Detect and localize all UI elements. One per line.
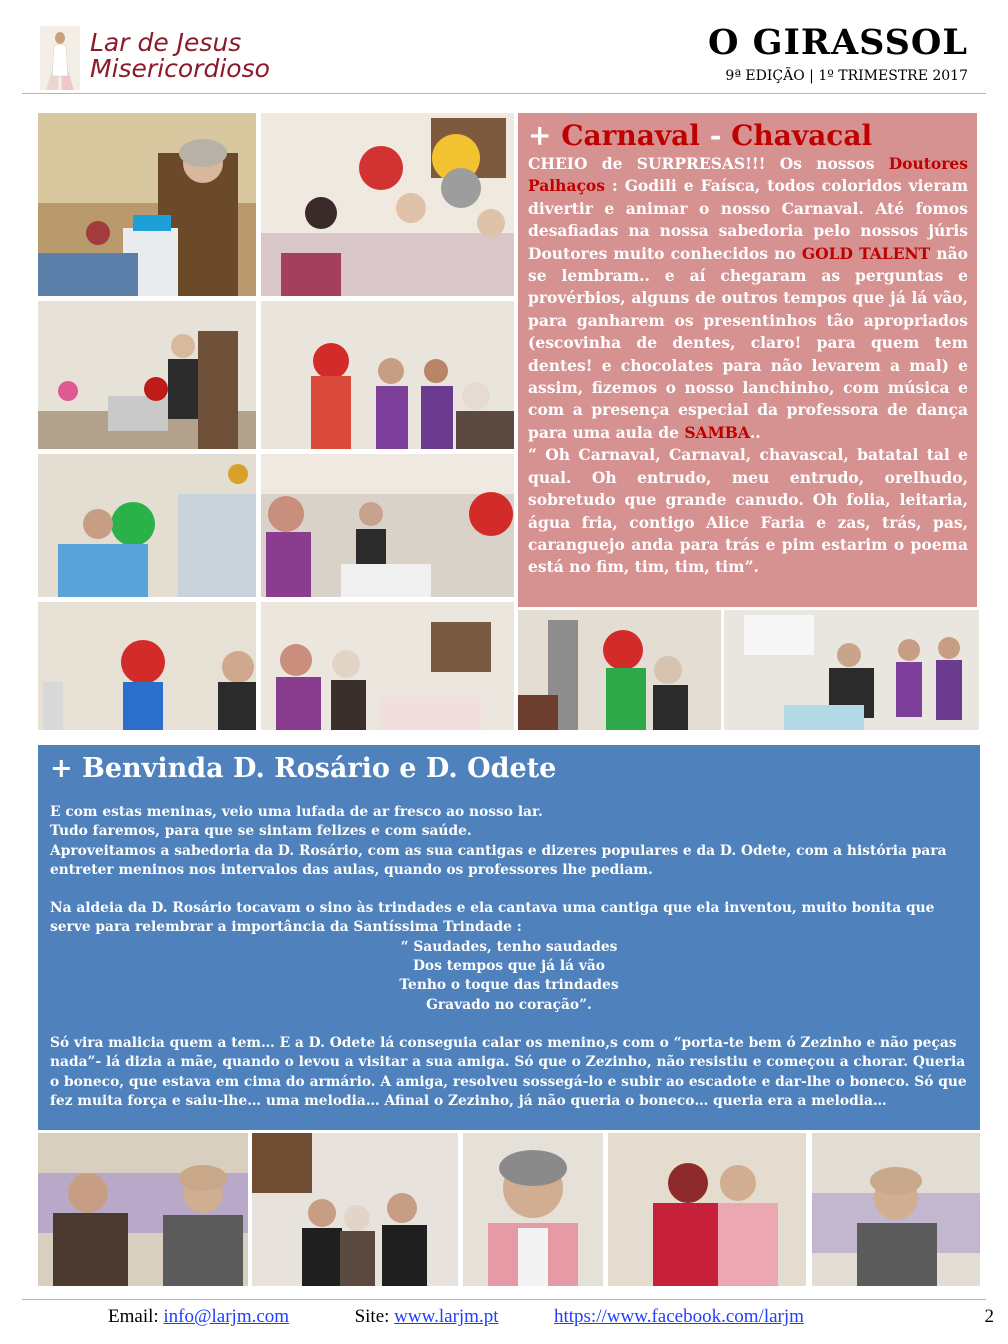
carnival-paragraph-1: [528, 153, 968, 444]
carnival-text-a: CHEIO de SURPRESAS!!! Os nossos: [528, 154, 889, 173]
carnival-heading-part2: Chavacal: [731, 119, 873, 152]
carnival-photo-9: [518, 610, 721, 730]
newsletter-title: O GIRASSOL: [707, 22, 968, 63]
carnival-photo-10: [724, 610, 979, 730]
welcome-body: [50, 803, 968, 1111]
highlight-doutores-palhacos: Doutores Palhaços: [528, 154, 968, 196]
carnival-article: [518, 113, 977, 607]
carnival-heading-dash: -: [699, 119, 732, 152]
carnival-photo-6: [261, 454, 514, 597]
carnival-paragraph-2: “ Oh Carnaval, Carnaval, chavascal, batatal tal e qual. Oh entrudo, meu entrudo, orelhudo, sobretudo que grande canudo. Oh folia, leitaria, água fria, contigo Alice Faria e zas, trás, pas, caranguejo anda para trás e pim estarim o poema está no fim, tim, tim, tim”.: [528, 445, 968, 577]
welcome-heading: + Benvinda D. Rosário e D. Odete: [50, 753, 557, 784]
welcome-photo-1: [38, 1133, 248, 1286]
welcome-line-3: Aproveitamos a sabedoria da D. Rosário, com as sua cantigas e dizeres populares e da D. Odete, com a história para entreter meninos nos intervalos das aulas, quando os professores lhe pediam.: [50, 842, 947, 878]
footer: [108, 1306, 804, 1328]
welcome-line-1: E com estas meninas, veio uma lufada de ar fresco ao nosso lar.: [50, 804, 543, 820]
carnival-photo-1: [38, 113, 256, 296]
welcome-paragraph-3: Só vira malicia quem a tem… E a D. Odete lá conseguia calar os menino,s com o “porta-te bem ó Zezinho e não peças nada”- lá dizia a mãe, quando o levou a visitar a sua amiga. Só que o Zezinho, não resistiu e começou a chorar. Queria o boneco, que estava em cima do armário. A amiga, resolveu sossegá-lo e subir ao escadote e dar-lhe o boneco. Só que fez muita força e saiu-lhe… uma melodia… Afinal o Zezinho, já não queria o boneco… queria era a melodia…: [50, 1034, 967, 1109]
site-link[interactable]: www.larjm.pt: [394, 1306, 499, 1327]
welcome-photo-2: [252, 1133, 458, 1286]
page-number: 2: [984, 1306, 994, 1327]
edition-line: 9ª EDIÇÃO | 1º TRIMESTRE 2017: [725, 68, 968, 84]
carnival-text-c: não se lembram.. e aí chegaram as perguntas e provérbios, alguns de outros tempos que já lá vão, para ganharem os presentinhos tão apropriados (escovinha de dentes, claro! para quem tem dentes! e chocolates para não levarem a mal) e assim, fizemos o nosso lanchinho, com música e com a presença especial da professora de dança para uma aula de: [528, 243, 968, 442]
welcome-paragraph-2: Na aldeia da D. Rosário tocavam o sino às trindades e ela cantava uma cantiga que ela inventou, muito bonita que serve para relembrar a importância da Santíssima Trindade :: [50, 900, 935, 936]
facebook-link[interactable]: https://www.facebook.com/larjm: [553, 1306, 804, 1327]
carnival-photo-7: [38, 602, 256, 730]
highlight-samba: SAMBA: [684, 422, 750, 442]
welcome-line-2: Tudo faremos, para que se sintam felizes e com saúde.: [50, 823, 472, 840]
email-link[interactable]: info@larjm.com: [163, 1306, 290, 1327]
carnival-text-d: ..: [749, 422, 761, 442]
welcome-photo-5: [812, 1133, 980, 1286]
carnival-heading: [528, 119, 968, 153]
carnival-photo-2: [261, 113, 514, 296]
carnival-body: [528, 153, 968, 579]
carnival-heading-plus: +: [528, 119, 552, 152]
welcome-photo-4: [608, 1133, 806, 1286]
carnival-photo-8: [261, 602, 514, 730]
logo-line-2: Misericordioso: [90, 54, 270, 83]
email-label: Email:: [108, 1306, 159, 1327]
poem-line-1: “ Saudades, tenho saudades: [400, 938, 618, 955]
welcome-article: [38, 745, 980, 1130]
logo-line-1: Lar de Jesus: [90, 28, 242, 57]
poem-line-2: Dos tempos que já lá vão: [412, 958, 606, 975]
carnival-photo-4: [261, 301, 514, 449]
header-divider: [22, 93, 986, 94]
poem-line-3: Tenho o toque das trindades: [399, 977, 619, 994]
carnival-heading-part1: Carnaval: [561, 119, 700, 152]
highlight-gold-talent: GOLD TALENT: [801, 243, 931, 263]
carnival-photo-3: [38, 301, 256, 449]
logo: [40, 22, 310, 92]
welcome-photo-3: [463, 1133, 603, 1286]
poem-line-4: Gravado no coração”.: [426, 996, 592, 1013]
footer-divider: [22, 1299, 986, 1300]
carnival-photo-5: [38, 454, 256, 597]
divine-mercy-image-icon: [40, 26, 80, 90]
carnival-text-b: : Godili e Faísca, todos coloridos vieram divertir e animar o nosso Carnaval. Até fomos desafiadas na nossa sabedoria pelo nossos júris Doutores muito conhecidos no: [528, 176, 968, 263]
site-label: Site:: [354, 1306, 390, 1327]
